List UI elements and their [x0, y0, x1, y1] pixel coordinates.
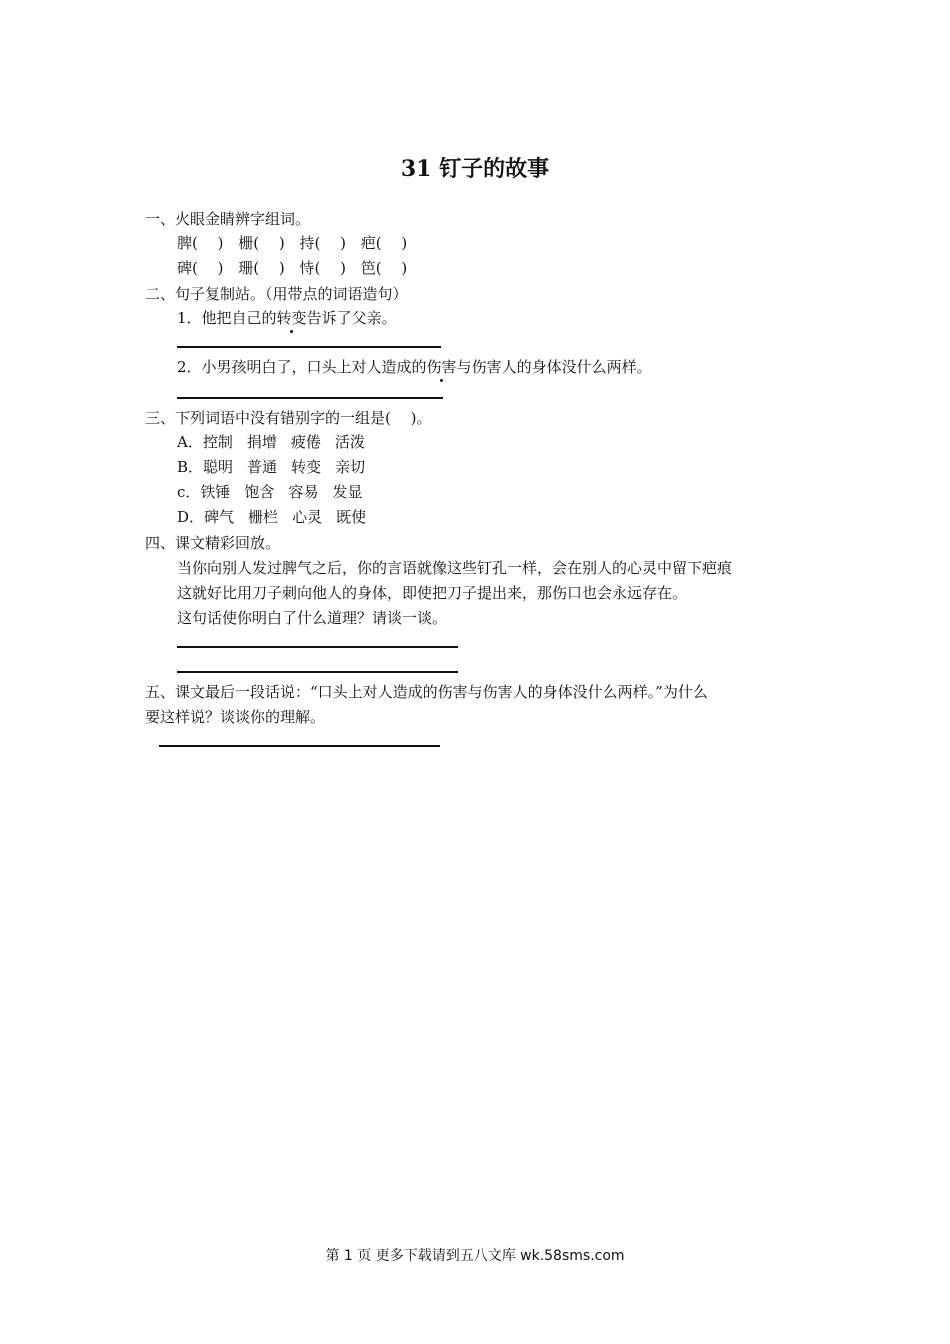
option-word: 既使	[336, 508, 367, 526]
dotted-word: 伤害	[426, 358, 457, 376]
option-word: 捐增	[246, 433, 277, 451]
option-word: 发显	[332, 483, 363, 501]
page-title: 31 钉子的故事	[400, 156, 550, 182]
sentence-2	[177, 357, 652, 377]
option-word: 控制	[202, 433, 233, 451]
section-1-heading: 一、火眼金睛辨字组词。	[145, 210, 311, 228]
page-footer: 第 1 页 更多下载请到五八文库 wk.58sms.com	[325, 1248, 625, 1264]
option-word: 容易	[288, 483, 319, 501]
option-a	[177, 432, 379, 452]
section-5-line-1: 五、课文最后一段话说：“口头上对人造成的伤害与伤害人的身体没什么两样。”为什么	[145, 683, 708, 701]
section-3-heading: 三、下列词语中没有错别字的一组是( )。	[145, 409, 432, 427]
sentence-text: 告诉了父亲。	[306, 309, 397, 327]
char-cell: 恃( )	[299, 259, 347, 277]
section-5-line-2: 要这样说？谈谈你的理解。	[145, 708, 326, 726]
char-cell: 持( )	[299, 234, 347, 252]
option-d	[177, 507, 380, 527]
sentence-text: 1．他把自己的	[177, 309, 277, 327]
sentence-text: 与伤害人的身体没什么两样。	[456, 358, 652, 376]
char-cell: 疤( )	[360, 234, 408, 252]
dotted-word: 转变	[276, 309, 307, 327]
answer-line[interactable]	[177, 346, 441, 348]
char-cell: 碑( )	[177, 259, 224, 277]
option-b	[177, 457, 379, 477]
option-word: 栅栏	[248, 508, 279, 526]
option-word: 聪明	[203, 458, 234, 476]
answer-line[interactable]	[177, 397, 443, 399]
passage-line: 当你向别人发过脾气之后，你的言语就像这些钉孔一样，会在别人的心灵中留下疤痕	[177, 559, 733, 577]
option-word: 普通	[247, 458, 278, 476]
sentence-text: 2．小男孩明白了，口头上对人造成的	[177, 358, 427, 376]
answer-line[interactable]	[159, 745, 440, 747]
option-label: A．	[177, 433, 203, 451]
char-row-1	[177, 233, 417, 253]
section-4-heading: 四、课文精彩回放。	[145, 534, 281, 552]
option-label: c．	[177, 483, 201, 501]
char-cell: 珊( )	[238, 259, 285, 277]
option-word: 心灵	[292, 508, 323, 526]
option-word: 碑气	[204, 508, 235, 526]
option-c	[177, 482, 376, 502]
option-word: 疲倦	[290, 433, 321, 451]
question-text: 这句话使你明白了什么道理？请谈一谈。	[177, 609, 448, 627]
option-label: B．	[177, 458, 204, 476]
section-2-heading: 二、句子复制站。（用带点的词语造句）	[145, 285, 408, 303]
answer-line[interactable]	[177, 671, 458, 673]
char-row-2	[177, 258, 417, 278]
answer-line[interactable]	[177, 646, 458, 648]
option-word: 亲切	[335, 458, 366, 476]
sentence-1	[177, 308, 397, 328]
passage-line: 这就好比用刀子刺向他人的身体，即使把刀子提出来，那伤口也会永远存在。	[177, 584, 688, 602]
option-word: 转变	[291, 458, 322, 476]
option-word: 饱含	[244, 483, 275, 501]
option-word: 活泼	[334, 433, 365, 451]
char-cell: 笆( )	[360, 259, 408, 277]
char-cell: 栅( )	[238, 234, 285, 252]
char-cell: 脾( )	[177, 234, 224, 252]
option-label: D．	[177, 508, 205, 526]
option-word: 铁锤	[200, 483, 231, 501]
